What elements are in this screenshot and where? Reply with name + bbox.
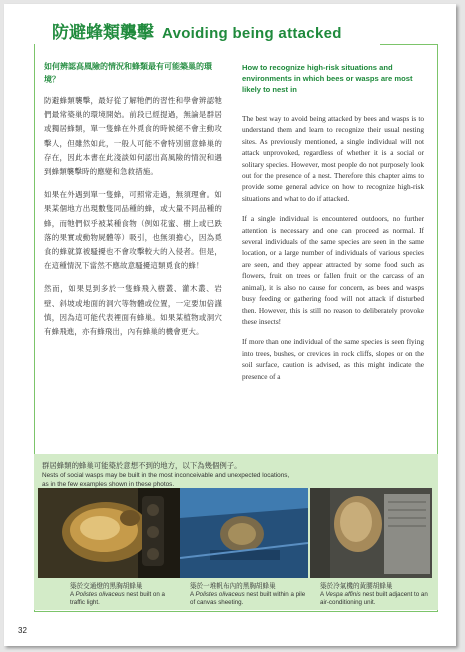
chinese-paragraph: 如果在外遇到單一隻蜂，可照常走過，無須理會。如果某個地方出現數隻同品種的蜂，或大量不同品種的蜂，而牠們似乎被某種食物（例如花蜜、樹上或已跌落的果實或動物屍體等）吸引，也無須擔心，因為覓食的蜂就算被騷擾也不會攻擊較大的入侵者。但是，在這種情況下當然不應故意騷擾這類覓食的蜂！ [44, 190, 222, 271]
caption-species-name: Polistes olivaceus [75, 591, 125, 598]
photo-caption [320, 582, 430, 607]
title-english: Avoiding being attacked [162, 25, 342, 42]
photo-caption [190, 582, 306, 607]
caption-chinese: 築於交通燈的黑胸胡蜂巢 [70, 582, 143, 590]
photo-caption [70, 582, 170, 607]
chinese-paragraph: 然而，如果見到多於一隻蜂飛入樹叢、灌木叢、岩壁、斜坡或地面的洞穴等物體或位置，一定要加倍謹慎，因為這可能代表裡面有蜂巢。如果某植物或洞穴有蜂飛進，亦有蜂飛出，內有蜂巢的機會更大。 [44, 284, 222, 337]
note-chinese: 群居蜂類的蜂巢可能築於意想不到的地方，以下為幾個例子。 [42, 461, 242, 470]
wasp-nest-air-conditioner-photo [310, 488, 432, 578]
caption-english-suffix: nest built within a pile of canvas sheeting. [190, 591, 306, 606]
title-chinese: 防避蜂類襲擊 [52, 23, 154, 43]
chinese-column [44, 60, 222, 348]
chinese-paragraph: 防避蜂類襲擊，最好從了解牠們的習性和學會辨認牠們最常築巢的環境開始。前段已經提過，無論是群居或獨居蜂類，單一隻蜂在外覓食的時候絕不會主動攻擊人，但雖然如此，一般人可能不會特別留意蜂巢的存在，因此本書在此淺談如何認出高風險的情況和遇到蜂類襲擊時的應變和急救措施。 [44, 96, 222, 177]
photo-note-box [34, 454, 438, 610]
caption-english-suffix: nest built adjacent to an air-conditioning unit. [320, 591, 428, 606]
caption-english-suffix: nest built on a traffic light. [70, 591, 165, 606]
note-english: Nests of social wasps may be built in the most inconceivable and unexpected locations, as in the few examples shown in these photos. [42, 472, 290, 488]
english-section-heading: How to recognize high-risk situations and environments in which bees or wasps are most likely to nest in [242, 63, 413, 94]
page-number: 32 [18, 626, 27, 635]
caption-chinese: 築於一堆帆布內的黑胸胡蜂巢 [190, 582, 276, 590]
caption-english-prefix: A [190, 591, 196, 598]
page-title [52, 18, 342, 44]
chinese-section-heading: 如何辨認高風險的情況和蜂類最有可能築巢的環境？ [44, 62, 212, 84]
caption-species-name: Polistes olivaceus [195, 591, 245, 598]
english-paragraph: If a single individual is encountered outdoors, no further attention is necessary and one can proceed as normal. If several individuals of the same species are seen in the same location, or a large number of individuals of various species are seen, and they appear attracted by some food such as flowers, fruit on trees or fallen fruit or the carcass of an animal), it is also no cause for concern, as bees and wasps busy feeding or gathering food will not attack if disturbed then. However, this is still no reason to deliberately provoke these insects! [242, 214, 424, 326]
caption-english-prefix: A [70, 591, 76, 598]
frame-top-rule [380, 44, 437, 45]
english-column [242, 62, 424, 391]
english-paragraph: The best way to avoid being attacked by bees and wasps is to understand them and learn to recognize their usual nesting sites. As previously mentioned, a single individual will not attack unprovoked, regardless of whether it is a social or solitary species. However, most people do not purposely look out for the presence of a nest. Therefore this chapter aims to provide some general advice on how to recognize high-risk situations and what to do if attacked. [242, 114, 424, 203]
caption-chinese: 築於冷氣機的黃腰胡蜂巢 [320, 582, 393, 590]
wasp-nest-canvas-sheeting-photo [180, 488, 308, 578]
caption-english-prefix: A [320, 591, 326, 598]
wasp-nest-traffic-light-photo [38, 488, 180, 578]
english-paragraph: If more than one individual of the same species is seen flying into trees, bushes, or crevices in rock cliffs, slopes or on the soil surface, caution is advised, as this might indicate the presence of a [242, 337, 424, 381]
document-page [4, 4, 456, 646]
caption-species-name: Vespa affinis [325, 591, 361, 598]
